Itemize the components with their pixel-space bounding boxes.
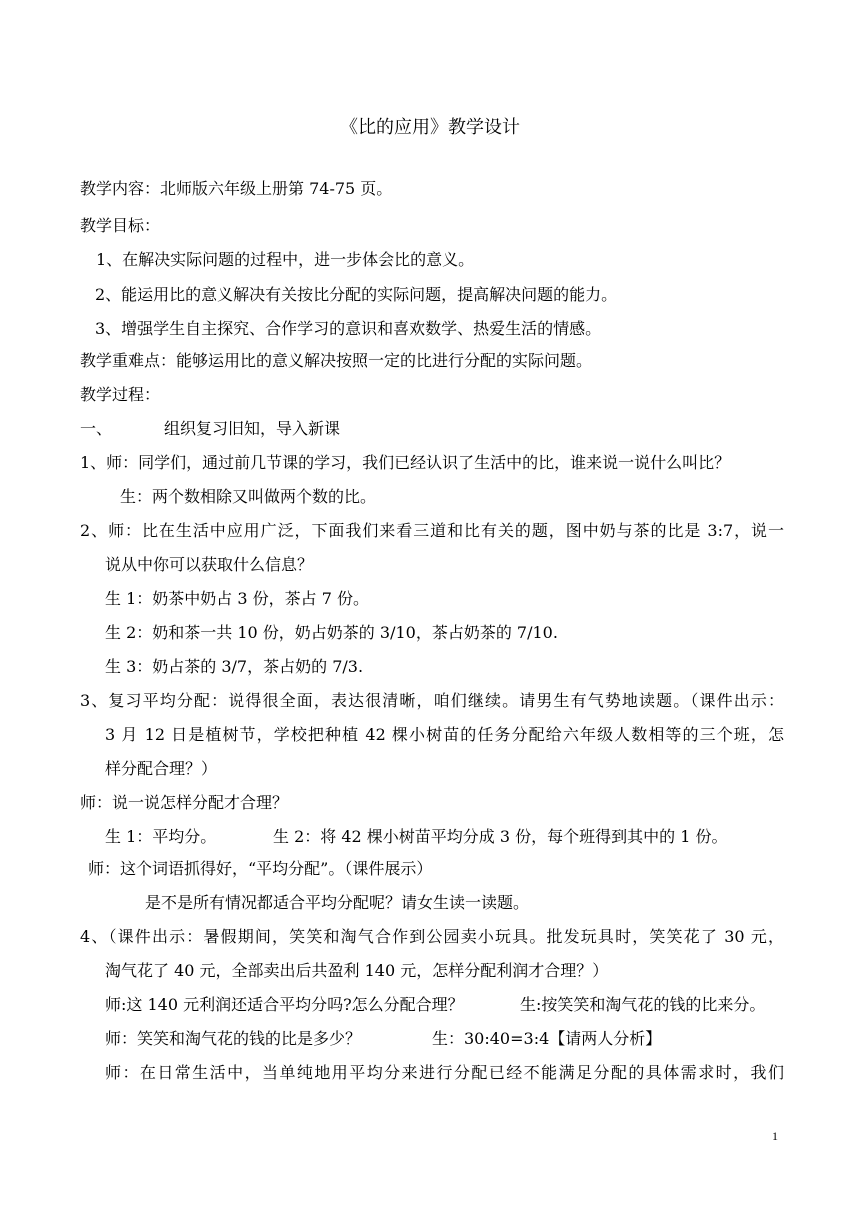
q1-teacher-line: 1、师：同学们，通过前几节课的学习，我们已经认识了生活中的比，谁来说一说什么叫比？: [80, 453, 731, 472]
q3-student-2: 生 2：将 42 棵小树苗平均分成 3 份，每个班得到其中的 1 份。: [273, 827, 728, 846]
q4-line-2: 淘气花了 40 元，全部卖出后共盈利 140 元，怎样分配利润才合理？）: [105, 961, 609, 980]
teaching-content: 教学内容：北师版六年级上册第 74-75 页。: [80, 179, 393, 198]
page-number: 1: [772, 1129, 778, 1143]
q2-student-2: 生 2：奶和茶一共 10 份，奶占奶茶的 3/10，茶占奶茶的 7/10.: [105, 623, 558, 642]
q3-line-2: 3 月 12 日是植树节，学校把种植 42 棵小树苗的任务分配给六年级人数相等的三个班，怎: [105, 725, 784, 744]
q4-student-line-2: 生：30:40=3:4【请两人分析】: [432, 1029, 662, 1048]
q3-teacher-line-3: 是不是所有情况都适合平均分配呢？请女生读一读题。: [145, 893, 530, 912]
process-label: 教学过程：: [80, 385, 161, 404]
q2-student-1: 生 1：奶茶中奶占 3 份，茶占 7 份。: [105, 589, 369, 608]
goals-label: 教学目标：: [80, 216, 161, 235]
section-number: 一、: [80, 419, 113, 438]
q2-student-3: 生 3：奶占茶的 3/7，茶占奶的 7/3.: [105, 657, 364, 676]
key-points: 教学重难点：能够运用比的意义解决按照一定的比进行分配的实际问题。: [80, 351, 593, 370]
q4-teacher-line-3: 师：在日常生活中，当单纯地用平均分来进行分配已经不能满足分配的具体需求时，我们: [105, 1063, 784, 1082]
q3-line-3: 样分配合理？）: [105, 759, 218, 778]
page-title: 《比的应用》教学设计: [340, 117, 520, 138]
q3-teacher-line: 师：说一说怎样分配才合理？: [80, 793, 289, 812]
q2-line-1: 2、师：比在生活中应用广泛，下面我们来看三道和比有关的题，图中奶与茶的比是 3:7，说一: [80, 521, 784, 540]
q2-line-2: 说从中你可以获取什么信息？: [105, 555, 314, 574]
goal-item-2: 2、能运用比的意义解决有关按比分配的实际问题，提高解决问题的能力。: [95, 285, 618, 304]
section-heading-1: [80, 419, 340, 439]
q1-student-line: 生：两个数相除又叫做两个数的比。: [120, 487, 377, 506]
q4-teacher-line-1: 师:这 140 元利润还适合平均分吗?怎么分配合理？: [105, 995, 464, 1014]
q3-line-1: 3、复习平均分配：说得很全面，表达很清晰，咱们继续。请男生有气势地读题。（课件出示：: [80, 691, 784, 710]
goal-item-3: 3、增强学生自主探究、合作学习的意识和喜欢数学、热爱生活的情感。: [95, 319, 602, 338]
q3-student-1: 生 1：平均分。: [105, 827, 217, 846]
q3-teacher-line-2: 师：这个词语抓得好，“平均分配”。（课件展示）: [88, 859, 433, 878]
goal-item-1: 1、在解决实际问题的过程中，进一步体会比的意义。: [96, 250, 475, 269]
q4-student-line-1: 生:按笑笑和淘气花的钱的比来分。: [520, 995, 766, 1014]
q4-teacher-line-2: 师：笑笑和淘气花的钱的比是多少？: [105, 1029, 362, 1048]
q4-line-1: 4、（课件出示：暑假期间，笑笑和淘气合作到公园卖小玩具。批发玩具时，笑笑花了 30 元，: [80, 927, 784, 946]
section-title: 组织复习旧知，导入新课: [164, 419, 341, 438]
